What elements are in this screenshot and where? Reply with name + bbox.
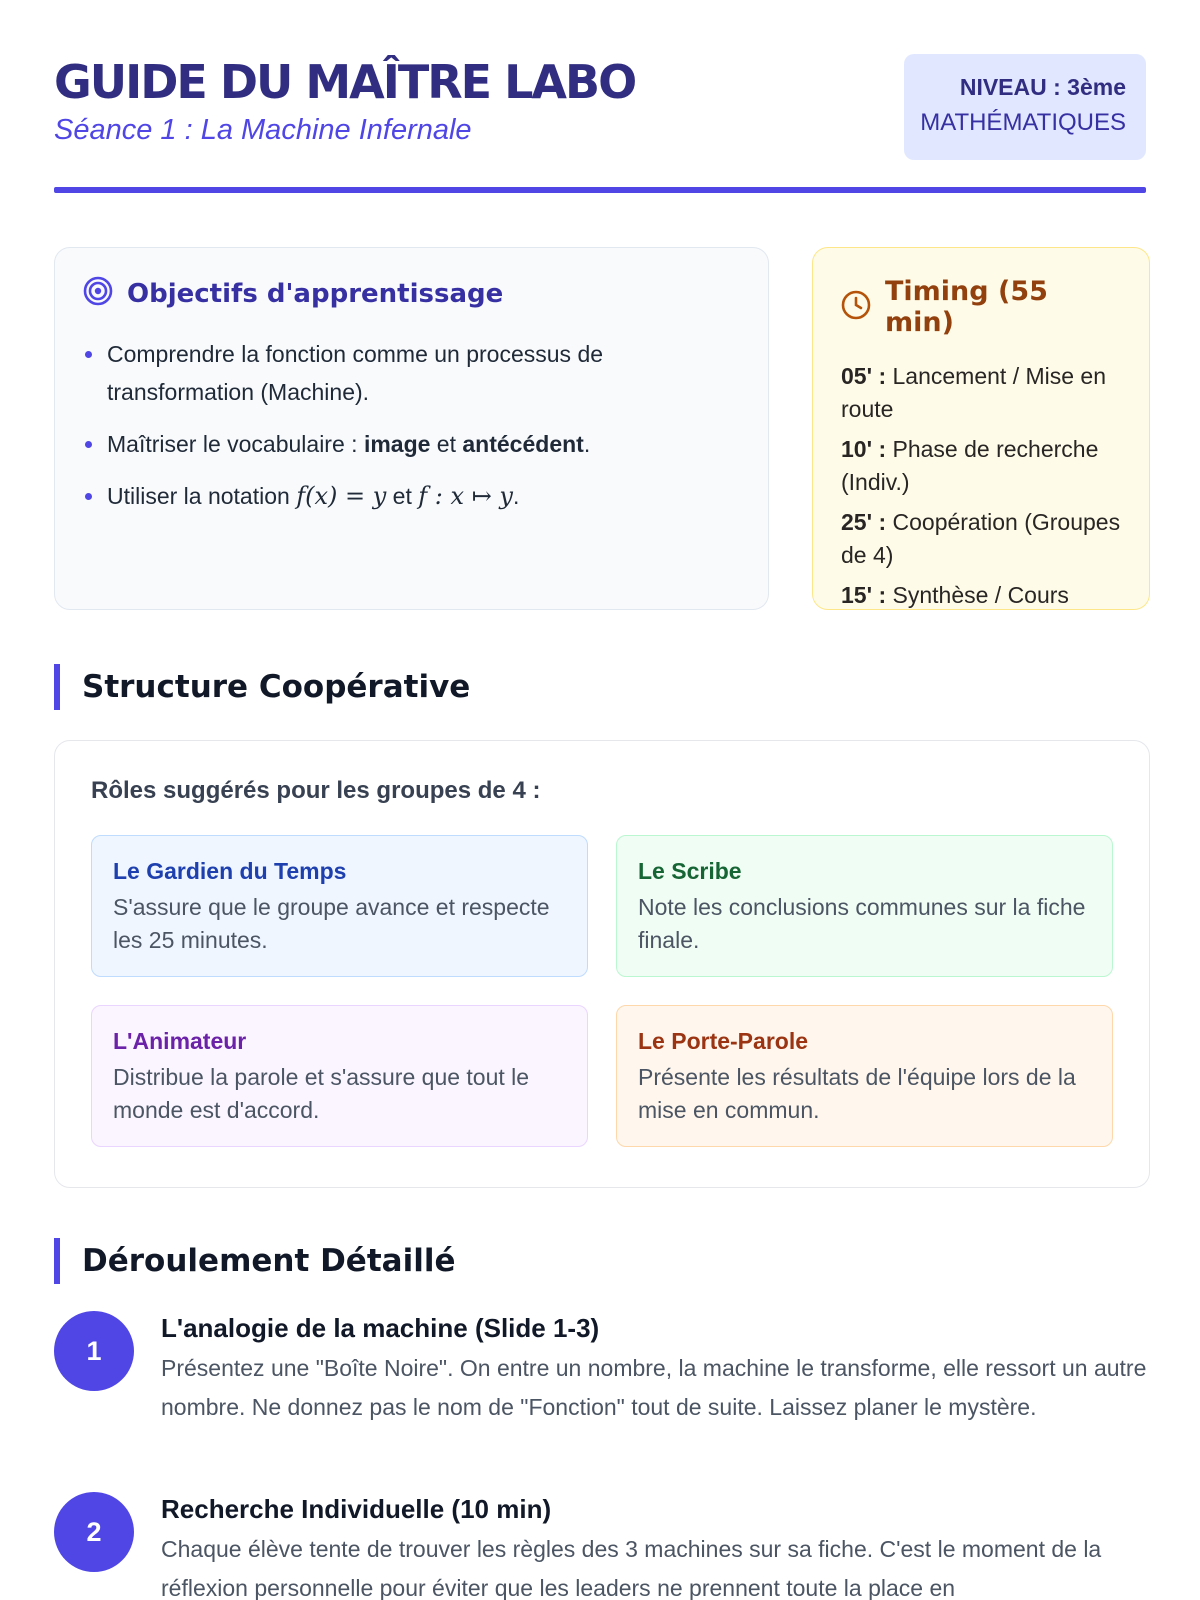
subject-label: MATHÉMATIQUES — [920, 109, 1126, 136]
objective-text: Comprendre la fonction comme un processus de transformation (Machine). — [107, 341, 604, 405]
timing-list — [841, 360, 1121, 612]
role-name: Le Porte-Parole — [638, 1028, 808, 1054]
role-card-facilitator — [91, 1005, 588, 1147]
role-name: Le Gardien du Temps — [113, 858, 347, 884]
timing-label: Phase de recherche (Indiv.) — [841, 436, 1099, 495]
step-number-badge: 1 — [54, 1311, 134, 1391]
role-card-time-keeper — [91, 835, 588, 977]
objectives-list — [83, 335, 740, 515]
level-badge — [904, 54, 1146, 160]
step-item — [54, 1311, 1150, 1427]
timing-row — [841, 579, 1121, 612]
objective-item — [83, 425, 740, 463]
header — [54, 52, 1146, 192]
clock-icon — [841, 290, 871, 325]
objective-text: Maîtriser le vocabulaire : — [107, 431, 364, 457]
math-notation: f : x ↦ y — [418, 482, 513, 510]
objective-text: et — [386, 483, 419, 509]
timing-header — [841, 276, 1121, 338]
term-image: image — [363, 431, 431, 457]
step-title: L'analogie de la machine (Slide 1-3) — [161, 1313, 600, 1343]
step-body — [161, 1311, 1150, 1427]
step-body — [161, 1492, 1150, 1600]
objective-text: et — [430, 431, 463, 457]
role-description: S'assure que le groupe avance et respecte les 25 minutes. — [113, 894, 550, 953]
timing-label: Coopération (Groupes de 4) — [841, 509, 1121, 568]
role-name: L'Animateur — [113, 1028, 247, 1054]
objectives-header — [83, 276, 740, 311]
section-heading-deroulement: Déroulement Détaillé — [54, 1238, 455, 1284]
role-card-spokesperson — [616, 1005, 1113, 1147]
step-item — [54, 1492, 1150, 1600]
math-notation: f(x) = y — [296, 482, 387, 510]
timing-label: Synthèse / Cours — [886, 582, 1069, 608]
timing-row — [841, 433, 1121, 499]
objective-item — [83, 477, 740, 515]
timing-card — [812, 247, 1150, 610]
objective-text: Utiliser la notation — [107, 483, 297, 509]
term-antecedent: antécédent — [462, 431, 584, 457]
header-divider — [54, 187, 1146, 193]
role-description: Note les conclusions communes sur la fiche finale. — [638, 894, 1086, 953]
objectives-card — [54, 247, 769, 610]
timing-duration: 05' : — [841, 363, 887, 389]
roles-grid — [91, 835, 1113, 1147]
timing-duration: 25' : — [841, 509, 887, 535]
timing-duration: 15' : — [841, 582, 887, 608]
step-text: Chaque élève tente de trouver les règles des 3 machines sur sa fiche. C'est le moment de la réflexion personnelle pour éviter que les leaders ne prennent toute la place en — [161, 1536, 1102, 1600]
objective-item — [83, 335, 740, 411]
section-heading-structure: Structure Coopérative — [54, 664, 470, 710]
timing-label: Lancement / Mise en route — [841, 363, 1107, 422]
objectives-heading: Objectifs d'apprentissage — [127, 278, 504, 309]
session-subtitle: Séance 1 : La Machine Infernale — [54, 114, 472, 146]
target-icon — [83, 276, 113, 311]
role-name: Le Scribe — [638, 858, 742, 884]
step-title: Recherche Individuelle (10 min) — [161, 1494, 552, 1524]
timing-duration: 10' : — [841, 436, 887, 462]
role-description: Distribue la parole et s'assure que tout le monde est d'accord. — [113, 1064, 530, 1123]
page-title: GUIDE DU MAÎTRE LABO — [54, 55, 636, 109]
roles-intro: Rôles suggérés pour les groupes de 4 : — [91, 777, 541, 804]
objective-text: . — [583, 431, 591, 457]
role-card-scribe — [616, 835, 1113, 977]
step-text: Présentez une "Boîte Noire". On entre un nombre, la machine le transforme, elle ressort un autre nombre. Ne donnez pas le nom de "Fonction" tout de suite. Laissez planer le mystère. — [161, 1355, 1147, 1420]
timing-row — [841, 360, 1121, 426]
step-number-badge: 2 — [54, 1492, 134, 1572]
timing-row — [841, 506, 1121, 572]
objective-text: . — [512, 483, 520, 509]
timing-heading: Timing (55 min) — [885, 276, 1048, 338]
level-label: NIVEAU : 3ème — [959, 74, 1126, 100]
role-description: Présente les résultats de l'équipe lors de la mise en commun. — [638, 1064, 1076, 1123]
roles-panel — [54, 740, 1150, 1188]
